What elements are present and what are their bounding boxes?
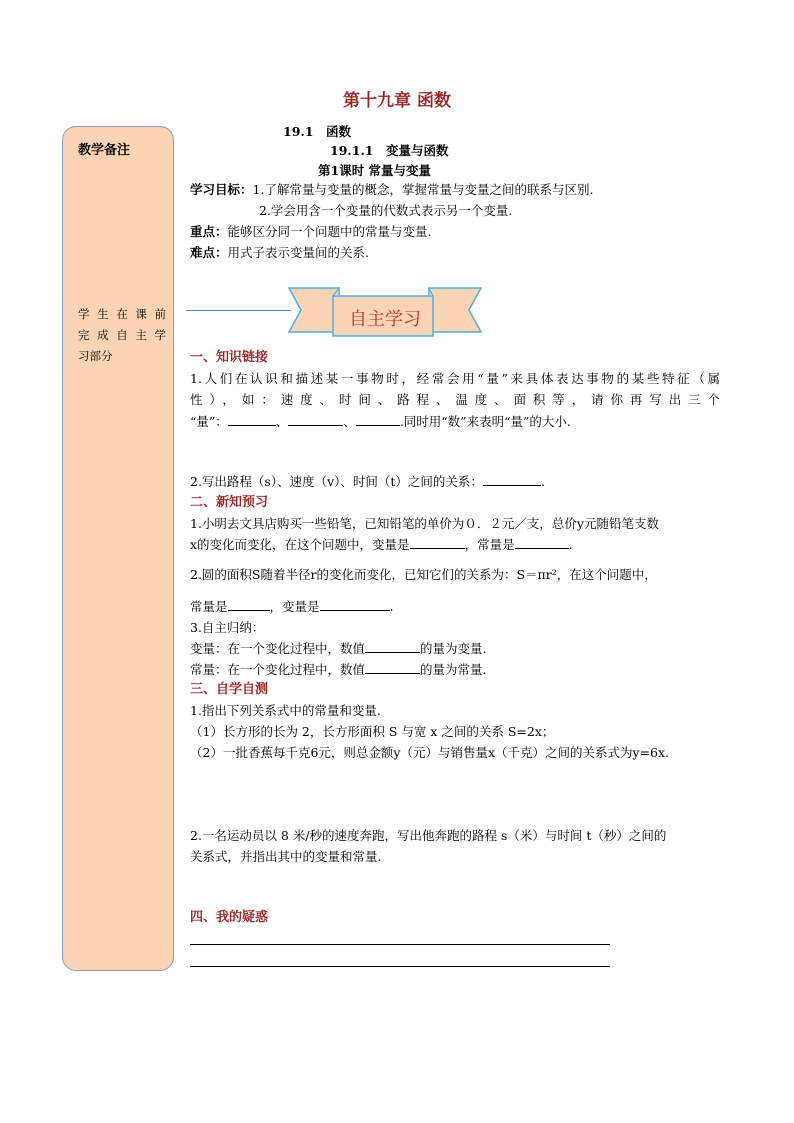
s1-q1-line2: 性），如：速度、时间、路程、温度、面积等，请你再写出三个 [190, 392, 720, 407]
key-point: 重点：能够区分同一个问题中的常量与变量. [190, 224, 432, 239]
chapter-title: 第十九章 函数 [343, 91, 451, 111]
sidebar-note-line3: 习部分 [78, 349, 113, 363]
s1-q1-line3: “量”： 、 、 .同时用“数”来表明“量”的大小. [190, 414, 571, 429]
section-heading: 19.1 函数 [283, 124, 351, 139]
constant-definition: 常量：在一个变化过程中，数值 的量为常量. [190, 662, 487, 677]
sidebar-note-line1: 学生在课前 [78, 307, 166, 321]
section-self-test: 三、自学自测 [190, 682, 269, 697]
answer-blank[interactable] [410, 536, 465, 549]
s3-q1-part1: （1）长方形的长为 2，长方形面积 S 与宽 x 之间的关系 S=2x； [190, 724, 555, 739]
section-my-questions: 四、我的疑惑 [190, 910, 269, 925]
lesson-heading: 第1课时 常量与变量 [318, 163, 432, 178]
s1-q2: 2.写出路程（s）、速度（v）、时间（t）之间的关系： . [190, 474, 545, 489]
s3-q1: 1.指出下列关系式中的常量和变量. [190, 703, 381, 718]
sidebar-title: 教学备注 [78, 143, 131, 158]
answer-blank[interactable] [483, 473, 541, 486]
s3-q1-part2: （2）一批香蕉每千克6元，则总金额y（元）与销售量x（千克）之间的关系式为y=6x. [190, 745, 670, 760]
difficulty-point: 难点：用式子表示变量间的关系. [190, 245, 369, 260]
answer-blank[interactable] [228, 598, 270, 611]
s3-q2-line1: 2.一名运动员以 8 米/秒的速度奔跑，写出他奔跑的路程 s（米）与时间 t（秒）之间的 [190, 828, 667, 843]
answer-blank[interactable] [515, 536, 569, 549]
s2-q2-line1: 2.圆的面积S随着半径r的变化而变化，已知它们的关系为：S＝πr²，在这个问题中， [190, 567, 657, 582]
s3-q2-line2: 关系式，并指出其中的变量和常量. [190, 849, 382, 864]
writing-line[interactable] [190, 944, 610, 945]
s2-q2-line2: 常量是 ，变量是 . [190, 599, 394, 614]
section-new-preview: 二、新知预习 [190, 495, 269, 510]
connector-line [186, 310, 291, 311]
answer-blank[interactable] [320, 598, 390, 611]
s1-q1-line1: 1.人们在认识和描述某一事物时，经常会用“量”来具体表达事物的某些特征（属 [190, 371, 720, 386]
answer-blank[interactable] [228, 413, 276, 426]
s2-q3: 3.自主归纳： [190, 620, 265, 635]
objective-1: 学习目标：1.了解常量与变量的概念，掌握常量与变量之间的联系与区别. [190, 182, 594, 197]
answer-blank[interactable] [356, 413, 400, 426]
answer-blank[interactable] [288, 413, 343, 426]
subsection-heading: 19.1.1 变量与函数 [330, 143, 449, 158]
objective-2: 2.学会用含一个变量的代数式表示另一个变量. [259, 203, 513, 218]
writing-line[interactable] [190, 966, 610, 967]
variable-definition: 变量：在一个变化过程中，数值 的量为变量. [190, 641, 487, 656]
banner-text: 自主学习 [349, 309, 421, 330]
sidebar-note-line2: 完成自主学 [78, 328, 166, 342]
s2-q1-line1: 1.小明去文具店购买一些铅笔，已知铅笔的单价为０．２元／支，总价y元随铅笔支数 [190, 516, 659, 531]
teaching-notes-sidebar [62, 126, 174, 971]
answer-blank[interactable] [365, 661, 420, 674]
section-knowledge-link: 一、知识链接 [190, 350, 269, 365]
s2-q1-line2: x的变化而变化，在这个问题中，变量是 ，常量是 . [190, 537, 573, 552]
answer-blank[interactable] [365, 640, 420, 653]
